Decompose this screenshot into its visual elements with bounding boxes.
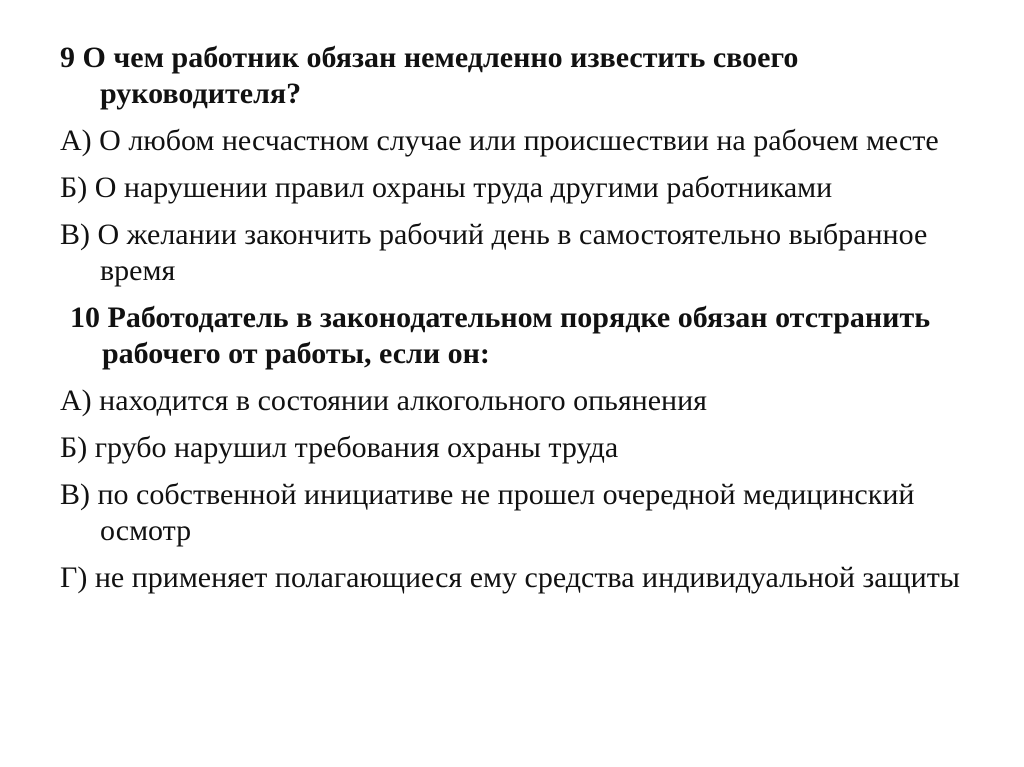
question-10-answer-b: Б) грубо нарушил требования охраны труда xyxy=(60,431,619,464)
slide-content xyxy=(60,40,1000,607)
question-10-answer-a: А) находится в состоянии алкогольного опьянения xyxy=(60,384,707,417)
question-9-answer-b: Б) О нарушении правил охраны труда другими работниками xyxy=(60,171,833,204)
question-9-answer-v: В) О желании закончить рабочий день в самостоятельно выбранное время xyxy=(60,218,928,287)
question-10-text: 10 Работодатель в законодательном порядке обязан отстранить рабочего от работы, если он: xyxy=(70,301,931,370)
question-10-answer-v: В) по собственной инициативе не прошел очередной медицинский осмотр xyxy=(60,478,915,547)
question-10-answer-g: Г) не применяет полагающиеся ему средства индивидуальной защиты xyxy=(60,561,960,594)
question-9-text: 9 О чем работник обязан немедленно известить своего руководителя? xyxy=(60,41,799,110)
question-9-answer-a: А) О любом несчастном случае или происшествии на рабочем месте xyxy=(60,124,939,157)
